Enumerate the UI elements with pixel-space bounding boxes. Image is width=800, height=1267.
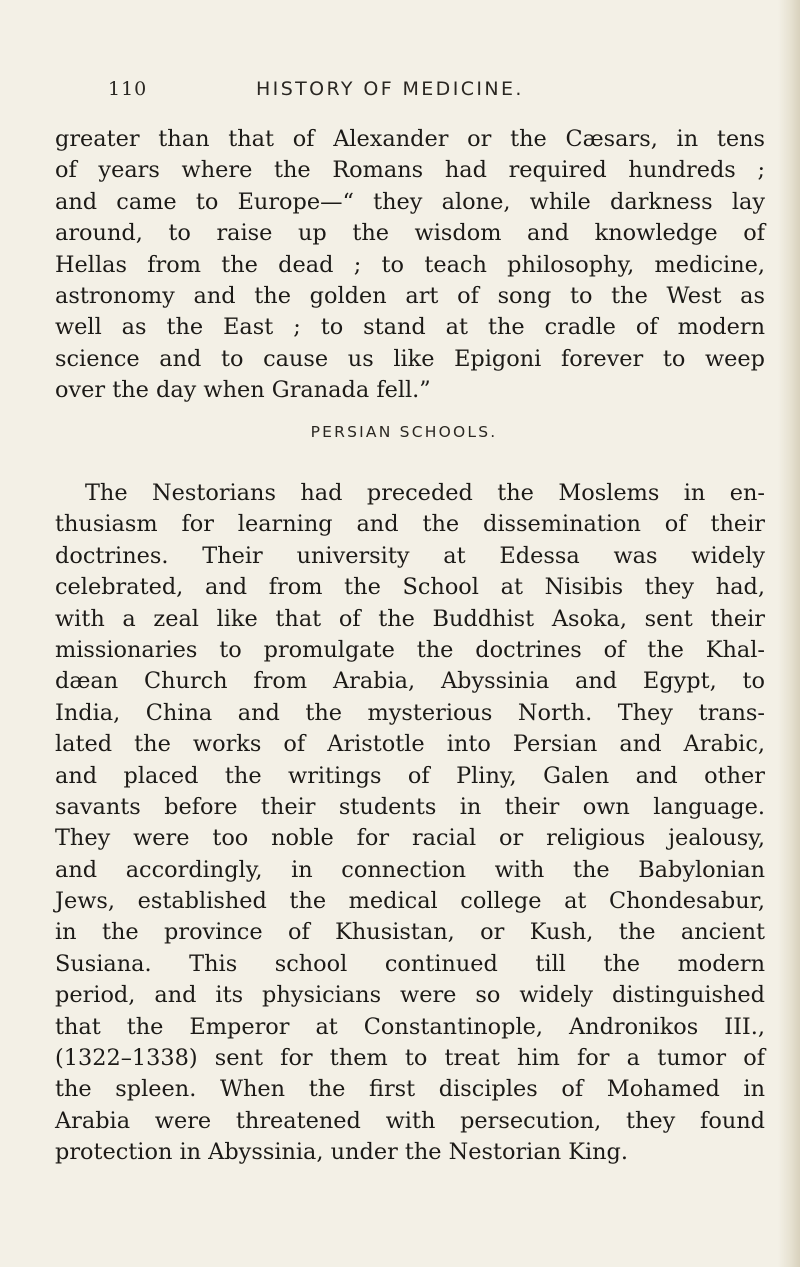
paragraph-continuation <box>55 124 765 407</box>
text-line: astronomy and the golden art of song to the West as <box>55 282 765 309</box>
text-line: that the Emperor at Constantinople, Andronikos III., <box>55 1013 765 1040</box>
text-line: and came to Europe—“ they alone, while darkness lay <box>55 188 765 215</box>
text-line: protection in Abyssinia, under the Nestorian King. <box>55 1139 628 1166</box>
text-line: science and to cause us like Epigoni forever to weep <box>55 345 765 372</box>
text-line: greater than that of Alexander or the Cæsars, in tens <box>55 126 765 152</box>
text-line: savants before their students in their own language. <box>55 793 765 820</box>
page-header <box>0 72 800 106</box>
text-line: over the day when Granada fell.” <box>55 377 431 404</box>
text-line: and accordingly, in connection with the Babylonian <box>55 856 765 883</box>
text-line: and placed the writings of Pliny, Galen and other <box>55 762 765 789</box>
text-line: Hellas from the dead ; to teach philosophy, medicine, <box>55 251 765 278</box>
text-line: The Nestorians had preceded the Moslems in en- <box>85 480 765 506</box>
text-line: They were too noble for racial or religious jealousy, <box>55 825 765 852</box>
running-title: HISTORY OF MEDICINE. <box>256 78 524 100</box>
page-edge-shadow <box>778 0 800 1267</box>
text-line: (1322–1338) sent for them to treat him for a tumor of <box>55 1045 765 1072</box>
text-line: with a zeal like that of the Buddhist Asoka, sent their <box>55 605 765 632</box>
text-line: period, and its physicians were so widely distinguished <box>55 982 765 1009</box>
text-line: doctrines. Their university at Edessa was widely <box>55 542 765 569</box>
text-line: Susiana. This school continued till the modern <box>55 950 765 977</box>
text-line: India, China and the mysterious North. They trans- <box>55 699 765 726</box>
text-line: thusiasm for learning and the dissemination of their <box>55 511 765 538</box>
text-line: of years where the Romans had required hundreds ; <box>55 157 765 184</box>
text-line: celebrated, and from the School at Nisibis they had, <box>55 574 765 601</box>
text-line: around, to raise up the wisdom and knowledge of <box>55 220 765 247</box>
text-line: the spleen. When the first disciples of Mohamed in <box>55 1076 765 1103</box>
section-heading: PERSIAN SCHOOLS. <box>310 423 498 441</box>
text-line: well as the East ; to stand at the cradle of modern <box>55 314 765 341</box>
text-line: lated the works of Aristotle into Persian and Arabic, <box>55 731 765 758</box>
text-line: Arabia were threatened with persecution, they found <box>55 1107 765 1134</box>
page-number: 110 <box>108 78 148 100</box>
text-line: in the province of Khusistan, or Kush, the ancient <box>55 919 765 946</box>
paragraph-persian-schools <box>55 478 765 1169</box>
text-line: Jews, established the medical college at Chondesabur, <box>55 888 765 915</box>
text-line: missionaries to promulgate the doctrines of the Khal- <box>55 636 765 663</box>
text-line: dæan Church from Arabia, Abyssinia and Egypt, to <box>55 668 765 695</box>
